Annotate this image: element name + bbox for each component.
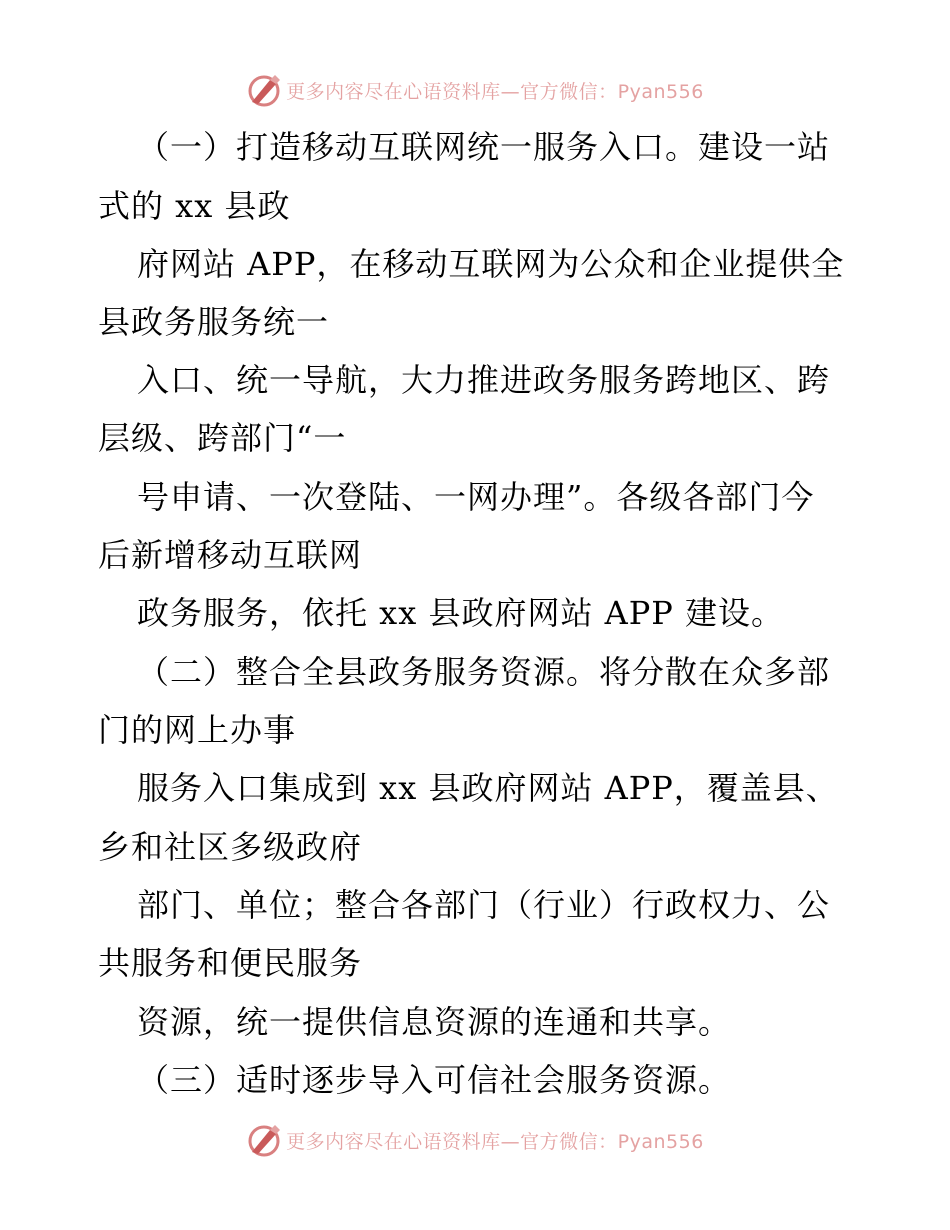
- text-line: 后新增移动互联网: [98, 536, 363, 574]
- text-line: 府网站 APP，在移动互联网为公众和企业提供全: [137, 245, 845, 283]
- text-line: 层级、跨部门“一: [98, 419, 347, 457]
- pen-logo-icon: [246, 1122, 282, 1158]
- footer-watermark: [0, 1120, 950, 1160]
- watermark-text: 更多内容尽在心语资料库—官方微信：Pyan556: [286, 80, 704, 103]
- text-line: 号申请、一次登陆、一网办理”。各级各部门今: [137, 478, 815, 516]
- text-line: 共服务和便民服务: [98, 944, 363, 982]
- text-line: 服务入口集成到 xx 县政府网站 APP，覆盖县、: [137, 769, 839, 807]
- pen-logo-icon: [246, 72, 282, 108]
- header-watermark: [0, 70, 950, 110]
- text-line: 式的 xx 县政: [98, 187, 291, 225]
- text-line: （二）整合全县政务服务资源。将分散在众多部: [137, 653, 831, 691]
- text-line: 乡和社区多级政府: [98, 828, 363, 866]
- text-line: （一）打造移动互联网统一服务入口。建设一站: [137, 128, 831, 166]
- text-line: 县政务服务统一: [98, 303, 330, 341]
- text-line: 部门、单位；整合各部门（行业）行政权力、公: [137, 886, 831, 924]
- text-line: 政务服务，依托 xx 县政府网站 APP 建设。: [137, 594, 784, 632]
- text-line: 入口、统一导航，大力推进政务服务跨地区、跨: [137, 361, 831, 399]
- text-line: （三）适时逐步导入可信社会服务资源。: [137, 1061, 732, 1099]
- text-line: 门的网上办事: [98, 711, 297, 749]
- text-line: 资源，统一提供信息资源的连通和共享。: [137, 1003, 732, 1041]
- watermark-text: 更多内容尽在心语资料库—官方微信：Pyan556: [286, 1130, 704, 1153]
